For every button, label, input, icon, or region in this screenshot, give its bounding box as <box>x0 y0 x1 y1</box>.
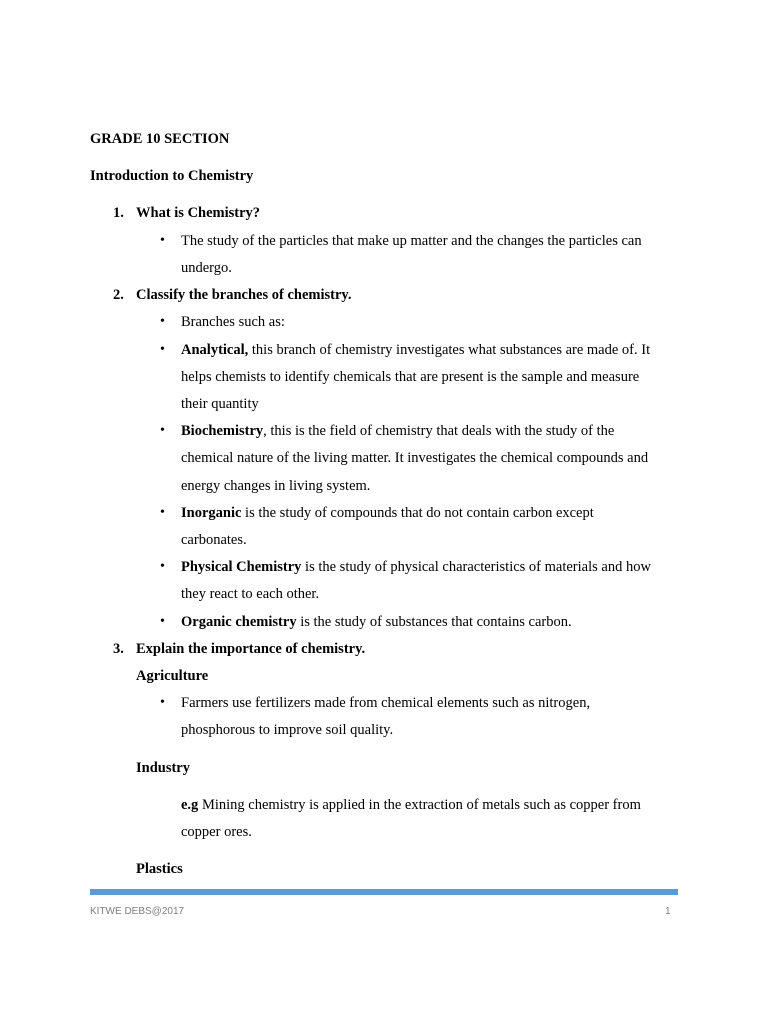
industry-line2: copper ores. <box>181 824 252 840</box>
bullet-icon: • <box>160 505 165 520</box>
bullet-icon: • <box>160 342 165 357</box>
q1-number: 1. <box>113 205 124 221</box>
analytical-line1 <box>181 341 650 359</box>
analytical-line3: their quantity <box>181 396 259 412</box>
industry-text: Mining chemistry is applied in the extraction of metals such as copper from <box>198 797 641 813</box>
q2-number: 2. <box>113 287 124 303</box>
bullet-icon: • <box>160 233 165 248</box>
bullet-icon: • <box>160 559 165 574</box>
grade-heading: GRADE 10 SECTION <box>90 131 230 147</box>
physical-text: is the study of physical characteristics of materials and how <box>301 559 651 575</box>
biochem-text: , this is the field of chemistry that deals with the study of the <box>263 423 615 439</box>
bullet-icon: • <box>160 314 165 329</box>
plastics-heading: Plastics <box>136 861 183 877</box>
physical-line2: they react to each other. <box>181 586 320 602</box>
agriculture-heading: Agriculture <box>136 668 209 684</box>
q1-title: What is Chemistry? <box>136 205 261 221</box>
industry-heading: Industry <box>136 760 190 776</box>
organic-text: is the study of substances that contains carbon. <box>296 614 572 630</box>
footer-page-number: 1 <box>665 906 671 917</box>
physical-line1 <box>181 558 651 576</box>
q1-answer-line2: undergo. <box>181 260 232 276</box>
analytical-term: Analytical, <box>181 342 249 358</box>
biochem-line1 <box>181 422 614 440</box>
inorganic-term: Inorganic <box>181 505 242 521</box>
biochem-line3: energy changes in living system. <box>181 478 371 494</box>
bullet-icon: • <box>160 695 165 710</box>
analytical-text: this branch of chemistry investigates what substances are made of. It <box>248 342 651 358</box>
agriculture-line2: phosphorous to improve soil quality. <box>181 722 394 738</box>
agriculture-line1: Farmers use fertilizers made from chemical elements such as nitrogen, <box>181 695 591 711</box>
organic-line1 <box>181 613 572 631</box>
biochem-line2: chemical nature of the living matter. It investigates the chemical compounds and <box>181 450 649 466</box>
bullet-icon: • <box>160 423 165 438</box>
industry-line1 <box>181 796 641 814</box>
industry-eg: e.g <box>181 797 199 813</box>
topic-heading: Introduction to Chemistry <box>90 168 254 184</box>
q3-number: 3. <box>113 641 124 657</box>
bullet-icon: • <box>160 614 165 629</box>
inorganic-line2: carbonates. <box>181 532 247 548</box>
footer-left-text: KITWE DEBS@2017 <box>90 906 185 917</box>
footer-divider <box>90 889 678 895</box>
inorganic-text: is the study of compounds that do not contain carbon except <box>241 505 594 521</box>
analytical-line2: helps chemists to identify chemicals that are present is the sample and measure <box>181 369 640 385</box>
physical-term: Physical Chemistry <box>181 559 302 575</box>
q2-title: Classify the branches of chemistry. <box>136 287 352 303</box>
organic-term: Organic chemistry <box>181 614 297 630</box>
q3-title: Explain the importance of chemistry. <box>136 641 366 657</box>
inorganic-line1 <box>181 504 594 522</box>
q1-answer-line1: The study of the particles that make up matter and the changes the particles can <box>181 233 642 249</box>
biochem-term: Biochemistry <box>181 423 264 439</box>
q2-intro: Branches such as: <box>181 314 285 330</box>
